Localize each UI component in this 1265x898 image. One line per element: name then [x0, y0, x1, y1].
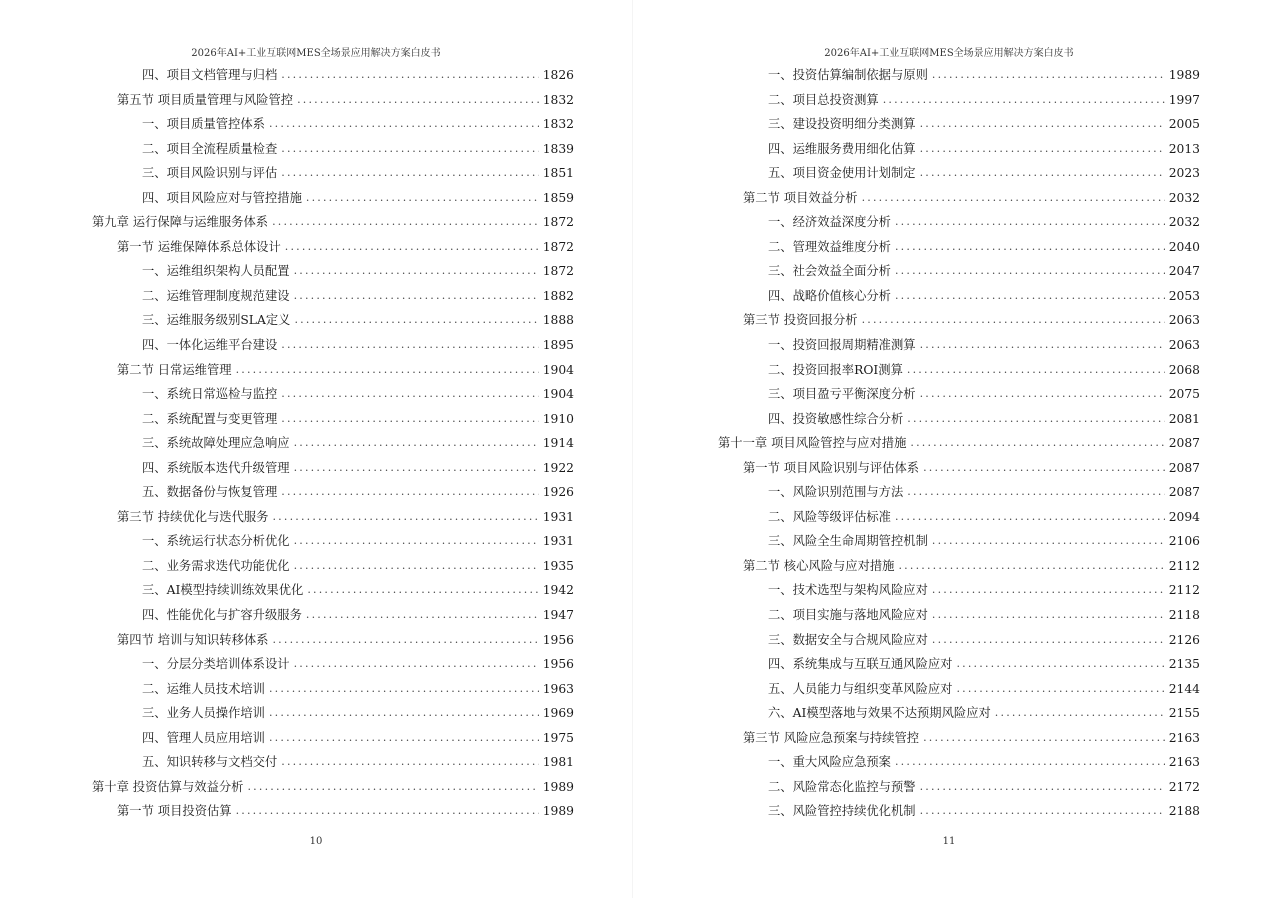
dot-leader — [907, 358, 1165, 383]
dot-leader — [294, 431, 539, 456]
toc-entry[interactable] — [92, 112, 574, 137]
toc-entry[interactable] — [718, 456, 1200, 481]
toc-entry[interactable] — [718, 382, 1200, 407]
toc-entry[interactable] — [718, 775, 1200, 800]
toc-entry-page: 1882 — [542, 288, 574, 303]
toc-entry[interactable] — [92, 628, 574, 653]
toc-entry-page: 2005 — [1168, 117, 1200, 132]
toc-entry[interactable] — [718, 750, 1200, 775]
toc-entry-page: 1931 — [542, 534, 574, 549]
toc-entry-page: 2063 — [1168, 338, 1200, 353]
toc-entry-title: 四、运维服务费用细化估算 — [768, 141, 916, 156]
toc-entry-title: 五、数据备份与恢复管理 — [142, 485, 278, 500]
toc-entry-title: 三、AI模型持续训练效果优化 — [142, 583, 304, 598]
page-header: 2026年AI+工业互联网MES全场景应用解决方案白皮书 — [824, 48, 1074, 59]
dot-leader — [294, 284, 539, 309]
toc-entry-page: 1888 — [542, 313, 574, 328]
toc-entry-title: 四、系统集成与互联互通风险应对 — [768, 657, 953, 672]
dot-leader — [306, 186, 539, 211]
toc-entry-page: 1947 — [542, 608, 574, 623]
dot-leader — [281, 333, 538, 358]
dot-leader — [956, 652, 1164, 677]
toc-entry[interactable] — [718, 628, 1200, 653]
toc-entry-page: 2112 — [1168, 558, 1200, 573]
toc-entry-title: 二、系统配置与变更管理 — [142, 411, 278, 426]
toc-entry-title: 二、投资回报率ROI测算 — [768, 362, 903, 377]
toc-entry-title: 第十章 投资估算与效益分析 — [92, 779, 244, 794]
toc-entry-page: 1895 — [542, 338, 574, 353]
toc-entry[interactable] — [92, 382, 574, 407]
toc-entry-page: 2013 — [1168, 141, 1200, 156]
toc-entry-title: 二、风险常态化监控与预警 — [768, 779, 916, 794]
toc-entry-title: 四、管理人员应用培训 — [142, 730, 265, 745]
dot-leader — [895, 505, 1165, 530]
toc-entry-title: 一、系统运行状态分析优化 — [142, 534, 290, 549]
toc-entry[interactable] — [92, 407, 574, 432]
toc-entry-page: 2126 — [1168, 632, 1200, 647]
dot-leader — [898, 554, 1164, 579]
page-number: 11 — [942, 836, 956, 847]
toc-entry-title: 三、项目风险识别与评估 — [142, 166, 278, 181]
toc-entry[interactable] — [92, 186, 574, 211]
toc-entry-page: 2063 — [1168, 313, 1200, 328]
dot-leader — [923, 726, 1165, 751]
toc-entry[interactable] — [92, 603, 574, 628]
dot-leader — [281, 480, 538, 505]
dot-leader — [269, 701, 539, 726]
dot-leader — [907, 480, 1164, 505]
dot-leader — [895, 284, 1165, 309]
toc-entry-title: 三、风险全生命周期管控机制 — [768, 534, 928, 549]
toc-entry[interactable] — [718, 603, 1200, 628]
dot-leader — [920, 775, 1165, 800]
toc-entry[interactable] — [92, 333, 574, 358]
dot-leader — [995, 701, 1165, 726]
toc-entry-title: 四、性能优化与扩容升级服务 — [142, 608, 302, 623]
dot-leader — [306, 603, 539, 628]
toc-entry-page: 2032 — [1168, 190, 1200, 205]
toc-entry[interactable] — [92, 137, 574, 162]
toc-entry-title: 二、项目全流程质量检查 — [142, 141, 278, 156]
dot-leader — [883, 88, 1165, 113]
toc-entry-title: 四、战略价值核心分析 — [768, 288, 891, 303]
toc-entry-page: 1872 — [542, 239, 574, 254]
toc-entry[interactable] — [92, 701, 574, 726]
toc-entry[interactable] — [92, 210, 574, 235]
toc-entry-title: 三、系统故障处理应急响应 — [142, 436, 290, 451]
toc-entry-page: 1935 — [542, 558, 574, 573]
toc-entry[interactable] — [92, 529, 574, 554]
toc-entry[interactable] — [718, 529, 1200, 554]
toc-entry-title: 第一节 项目投资估算 — [117, 804, 232, 819]
dot-leader — [281, 161, 538, 186]
toc-entry-title: 五、知识转移与文档交付 — [142, 755, 278, 770]
toc-entry-title: 一、项目质量管控体系 — [142, 117, 265, 132]
toc-entry-title: 第一节 项目风险识别与评估体系 — [743, 460, 920, 475]
toc-entry-page: 2135 — [1168, 657, 1200, 672]
toc-entry[interactable] — [92, 259, 574, 284]
dot-leader — [920, 161, 1165, 186]
toc-entry-title: 四、一体化运维平台建设 — [142, 338, 278, 353]
toc-entry-title: 二、风险等级评估标准 — [768, 509, 891, 524]
toc-entry-title: 三、风险管控持续优化机制 — [768, 804, 916, 819]
toc-entry-title: 一、分层分类培训体系设计 — [142, 657, 290, 672]
page-number: 10 — [309, 836, 323, 847]
dot-leader — [269, 677, 539, 702]
toc-entry-title: 第五节 项目质量管理与风险管控 — [117, 92, 294, 107]
toc-entry-page: 2172 — [1168, 779, 1200, 794]
toc-entry[interactable] — [92, 652, 574, 677]
toc-entry-title: 三、社会效益全面分析 — [768, 264, 891, 279]
toc-entry-page: 1931 — [542, 509, 574, 524]
toc-entry[interactable] — [718, 137, 1200, 162]
toc-entry[interactable] — [718, 284, 1200, 309]
toc-entry-page: 1926 — [542, 485, 574, 500]
toc-entry-title: 一、运维组织架构人员配置 — [142, 264, 290, 279]
dot-leader — [272, 628, 538, 653]
dot-leader — [294, 456, 539, 481]
toc-entry-title: 第三节 投资回报分析 — [743, 313, 858, 328]
toc-entry-page: 1997 — [1168, 92, 1200, 107]
dot-leader — [956, 677, 1164, 702]
table-of-contents — [718, 63, 1200, 824]
toc-entry-title: 一、投资估算编制依据与原则 — [768, 68, 928, 82]
dot-leader — [920, 382, 1165, 407]
toc-entry[interactable] — [718, 112, 1200, 137]
toc-entry-page: 2112 — [1168, 583, 1200, 598]
toc-entry-title: 五、项目资金使用计划制定 — [768, 166, 916, 181]
toc-entry[interactable] — [92, 358, 574, 383]
dot-leader — [920, 137, 1165, 162]
toc-entry[interactable] — [718, 726, 1200, 751]
toc-entry-page: 1989 — [542, 779, 574, 794]
toc-entry-page: 1851 — [542, 166, 574, 181]
dot-leader — [895, 259, 1165, 284]
dot-leader — [236, 799, 539, 824]
toc-entry[interactable] — [92, 578, 574, 603]
toc-entry-page: 2118 — [1168, 608, 1200, 623]
dot-leader — [285, 235, 539, 260]
toc-entry-page: 1839 — [542, 141, 574, 156]
dot-leader — [294, 529, 539, 554]
dot-leader — [281, 63, 538, 88]
toc-entry[interactable] — [92, 505, 574, 530]
toc-entry-title: 二、项目总投资测算 — [768, 92, 879, 107]
dot-leader — [932, 628, 1165, 653]
toc-entry-title: 第二节 核心风险与应对措施 — [743, 558, 895, 573]
toc-entry-page: 1956 — [542, 632, 574, 647]
toc-entry[interactable] — [92, 456, 574, 481]
toc-entry-page: 1832 — [542, 92, 574, 107]
toc-entry-page: 1975 — [542, 730, 574, 745]
dot-leader — [932, 63, 1165, 88]
toc-entry-page: 1989 — [1168, 68, 1200, 82]
toc-entry[interactable] — [92, 750, 574, 775]
dot-leader — [932, 603, 1165, 628]
dot-leader — [294, 259, 539, 284]
toc-entry-title: 三、业务人员操作培训 — [142, 706, 265, 721]
dot-leader — [923, 456, 1165, 481]
toc-entry[interactable] — [92, 480, 574, 505]
left-page — [0, 0, 632, 898]
toc-entry[interactable] — [718, 259, 1200, 284]
toc-entry-title: 一、重大风险应急预案 — [768, 755, 891, 770]
dot-leader — [236, 358, 539, 383]
toc-entry-page: 2094 — [1168, 509, 1200, 524]
toc-entry-title: 一、技术选型与架构风险应对 — [768, 583, 928, 598]
toc-entry-title: 一、系统日常巡检与监控 — [142, 387, 278, 402]
toc-entry-title: 一、投资回报周期精准测算 — [768, 338, 916, 353]
toc-entry-page: 2032 — [1168, 215, 1200, 230]
toc-entry-page: 1942 — [542, 583, 574, 598]
toc-entry-page: 2075 — [1168, 387, 1200, 402]
dot-leader — [281, 750, 538, 775]
dot-leader — [247, 775, 538, 800]
toc-entry-page: 1872 — [542, 264, 574, 279]
dot-leader — [895, 210, 1165, 235]
dot-leader — [281, 407, 538, 432]
toc-entry-page: 2106 — [1168, 534, 1200, 549]
dot-leader — [294, 652, 539, 677]
toc-entry[interactable] — [718, 358, 1200, 383]
toc-entry-page: 1859 — [542, 190, 574, 205]
toc-entry-title: 五、人员能力与组织变革风险应对 — [768, 681, 953, 696]
toc-entry[interactable] — [718, 799, 1200, 824]
toc-entry-page: 1981 — [542, 755, 574, 770]
dot-leader — [269, 726, 539, 751]
toc-entry[interactable] — [718, 677, 1200, 702]
toc-entry[interactable] — [718, 578, 1200, 603]
toc-entry-page: 1832 — [542, 117, 574, 132]
toc-entry-title: 二、管理效益维度分析 — [768, 239, 891, 254]
toc-entry-title: 第二节 项目效益分析 — [743, 190, 858, 205]
toc-entry[interactable] — [718, 480, 1200, 505]
toc-entry[interactable] — [92, 677, 574, 702]
dot-leader — [910, 431, 1164, 456]
toc-entry[interactable] — [718, 554, 1200, 579]
toc-entry-title: 四、项目风险应对与管控措施 — [142, 190, 302, 205]
toc-entry-page: 2023 — [1168, 166, 1200, 181]
toc-entry-page: 1904 — [542, 362, 574, 377]
dot-leader — [272, 505, 538, 530]
toc-entry[interactable] — [718, 701, 1200, 726]
toc-entry-page: 2087 — [1168, 460, 1200, 475]
toc-entry[interactable] — [718, 235, 1200, 260]
toc-entry-title: 三、运维服务级别SLA定义 — [142, 313, 291, 328]
toc-entry-title: 第一节 运维保障体系总体设计 — [117, 239, 281, 254]
toc-entry[interactable] — [92, 161, 574, 186]
toc-entry[interactable] — [718, 505, 1200, 530]
toc-entry[interactable] — [92, 308, 574, 333]
toc-entry-title: 四、投资敏感性综合分析 — [768, 411, 904, 426]
dot-leader — [907, 407, 1164, 432]
dot-leader — [932, 529, 1165, 554]
toc-entry-page: 1989 — [542, 804, 574, 819]
dot-leader — [294, 554, 539, 579]
toc-entry-page: 1956 — [542, 657, 574, 672]
dot-leader — [307, 578, 538, 603]
toc-entry-title: 三、建设投资明细分类测算 — [768, 117, 916, 132]
dot-leader — [920, 112, 1165, 137]
page-header: 2026年AI+工业互联网MES全场景应用解决方案白皮书 — [191, 48, 441, 59]
toc-entry[interactable] — [92, 63, 574, 88]
dot-leader — [920, 799, 1165, 824]
toc-entry[interactable] — [92, 726, 574, 751]
toc-entry-page: 1910 — [542, 411, 574, 426]
toc-entry-page: 1914 — [542, 436, 574, 451]
toc-entry-page: 2163 — [1168, 730, 1200, 745]
toc-entry[interactable] — [718, 186, 1200, 211]
dot-leader — [862, 186, 1165, 211]
toc-entry-page: 2053 — [1168, 288, 1200, 303]
toc-entry[interactable] — [718, 333, 1200, 358]
dot-leader — [895, 750, 1165, 775]
right-page — [633, 0, 1265, 898]
toc-entry-title: 二、运维人员技术培训 — [142, 681, 265, 696]
toc-entry[interactable] — [718, 431, 1200, 456]
toc-entry-page: 2144 — [1168, 681, 1200, 696]
toc-entry-page: 2087 — [1168, 485, 1200, 500]
toc-entry[interactable] — [92, 431, 574, 456]
toc-entry-title: 二、运维管理制度规范建设 — [142, 288, 290, 303]
toc-entry-title: 一、经济效益深度分析 — [768, 215, 891, 230]
toc-entry[interactable] — [718, 63, 1200, 88]
toc-entry-page: 1826 — [542, 68, 574, 82]
dot-leader — [272, 210, 539, 235]
dot-leader — [920, 333, 1165, 358]
toc-entry[interactable] — [718, 88, 1200, 113]
toc-entry[interactable] — [92, 554, 574, 579]
dot-leader — [294, 308, 538, 333]
dot-leader — [281, 137, 538, 162]
toc-entry-page: 1904 — [542, 387, 574, 402]
toc-entry-title: 第九章 运行保障与运维服务体系 — [92, 215, 269, 230]
toc-entry-title: 第十一章 项目风险管控与应对措施 — [718, 436, 907, 451]
toc-entry-title: 六、AI模型落地与效果不达预期风险应对 — [768, 706, 991, 721]
table-of-contents — [92, 63, 574, 824]
toc-entry-title: 四、系统版本迭代升级管理 — [142, 460, 290, 475]
toc-entry[interactable] — [718, 308, 1200, 333]
toc-entry-title: 二、项目实施与落地风险应对 — [768, 608, 928, 623]
dot-leader — [281, 382, 538, 407]
toc-entry-title: 二、业务需求迭代功能优化 — [142, 558, 290, 573]
dot-leader — [932, 578, 1165, 603]
toc-entry[interactable] — [718, 210, 1200, 235]
toc-entry-page: 1963 — [542, 681, 574, 696]
toc-entry-page: 2068 — [1168, 362, 1200, 377]
toc-entry-page: 1969 — [542, 706, 574, 721]
dot-leader — [895, 235, 1165, 260]
toc-entry-title: 三、数据安全与合规风险应对 — [768, 632, 928, 647]
dot-leader — [862, 308, 1165, 333]
toc-entry-title: 第三节 风险应急预案与持续管控 — [743, 730, 920, 745]
toc-entry-title: 第二节 日常运维管理 — [117, 362, 232, 377]
toc-entry-page: 2188 — [1168, 804, 1200, 819]
dot-leader — [269, 112, 539, 137]
toc-entry[interactable] — [92, 799, 574, 824]
toc-entry-page: 2155 — [1168, 706, 1200, 721]
toc-entry-page: 2163 — [1168, 755, 1200, 770]
toc-entry[interactable] — [718, 407, 1200, 432]
toc-entry[interactable] — [92, 284, 574, 309]
dot-leader — [297, 88, 539, 113]
toc-entry[interactable] — [718, 161, 1200, 186]
toc-entry-title: 三、项目盈亏平衡深度分析 — [768, 387, 916, 402]
toc-entry[interactable] — [92, 88, 574, 113]
toc-entry[interactable] — [92, 235, 574, 260]
toc-entry-title: 四、项目文档管理与归档 — [142, 68, 278, 82]
toc-entry[interactable] — [92, 775, 574, 800]
toc-entry-page: 2087 — [1168, 436, 1200, 451]
toc-entry[interactable] — [718, 652, 1200, 677]
toc-entry-title: 第三节 持续优化与迭代服务 — [117, 509, 269, 524]
toc-entry-page: 2081 — [1168, 411, 1200, 426]
toc-entry-title: 一、风险识别范围与方法 — [768, 485, 904, 500]
toc-entry-page: 2040 — [1168, 239, 1200, 254]
toc-entry-page: 1922 — [542, 460, 574, 475]
toc-entry-title: 第四节 培训与知识转移体系 — [117, 632, 269, 647]
toc-entry-page: 2047 — [1168, 264, 1200, 279]
toc-entry-page: 1872 — [542, 215, 574, 230]
